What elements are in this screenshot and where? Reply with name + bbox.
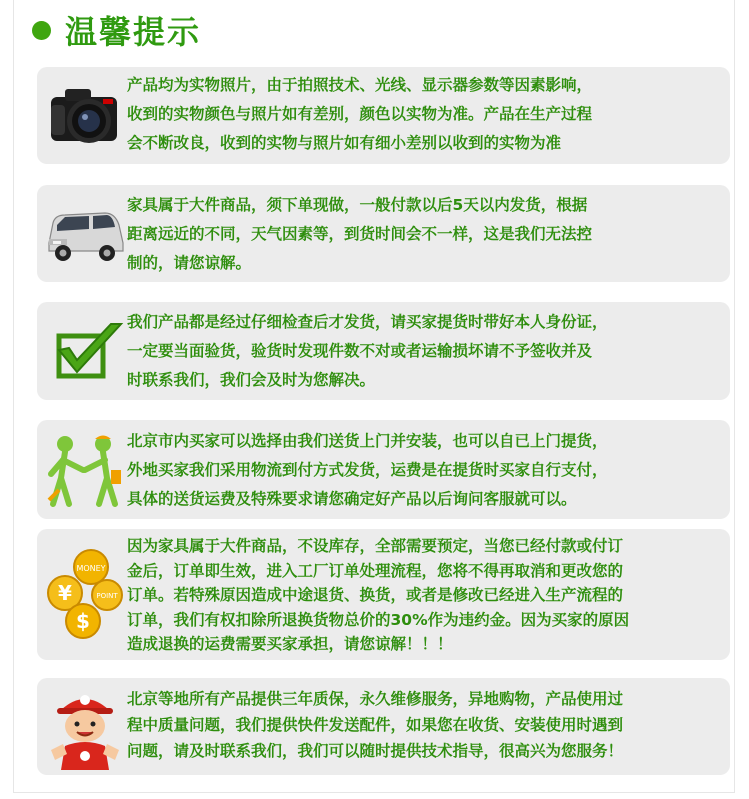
coin-point — [92, 580, 122, 610]
header — [32, 8, 201, 52]
service-mascot-icon — [45, 684, 125, 770]
coin-money — [74, 550, 108, 584]
notice-card-delivery-time — [37, 185, 730, 282]
notice-text: 北京等地所有产品提供三年质保，永久维修服务，异地购物，产品使用过 程中质量问题，我们提供快件发送配件，如果您在收货、安装使用时遇到 问题，请及时联系我们，我们可以随时提供技术指导，很高兴为您服务！ — [127, 690, 624, 760]
svg-text:POINT: POINT — [96, 592, 118, 600]
notice-text: 我们产品都是经过仔细检查后才发货，请买家提货时带好本人身份证， 一定要当面验货，验货时发现件数不对或者运输损坏请不予签收并及 时联系我们，我们会及时为您解决。 — [127, 313, 608, 389]
checkmark-icon — [45, 320, 125, 382]
notice-text: 因为家具属于大件商品，不设库存，全部需要预定，当您已经付款或付订 金后，订单即生效，进入工厂订单处理流程，您将不得再取消和更改您的 订单。若特殊原因造成中途退货、换货，或者是修改已经进入生产流程的 订单，我们有权扣除所退换货物总价的30%作为违约金。因为买家的原因 造成退换的运费需要买家承担，请您谅解！！！ — [127, 537, 630, 653]
coin-dollar — [66, 604, 100, 638]
gold-coins-icon — [45, 547, 125, 643]
bullet-dot-icon — [32, 21, 51, 40]
notice-text: 产品均为实物照片，由于拍照技术、光线、显示器参数等因素影响， 收到的实物颜色与照片如有差别，颜色以实物为准。产品在生产过程 会不断改良，收到的实物与照片如有细小差别以收到的实物为准 — [127, 76, 593, 152]
notice-card-refund-policy — [37, 529, 730, 660]
notice-text: 家具属于大件商品，须下单现做，一般付款以后5天以内发货，根据 距离远近的不同，天气因素等，到货时间会不一样，这是我们无法控 制的，请您谅解。 — [127, 196, 593, 272]
handshake-figures-icon — [45, 430, 125, 510]
svg-text:MONEY: MONEY — [76, 564, 106, 573]
page-title: 温馨提示 — [65, 13, 202, 51]
notice-card-inspection — [37, 302, 730, 400]
svg-text:$: $ — [76, 609, 90, 633]
notice-card-photos — [37, 67, 730, 164]
svg-text:¥: ¥ — [58, 581, 72, 605]
notice-text: 北京市内买家可以选择由我们送货上门并安装，也可以自已上门提货， 外地买家我们采用物流到付方式发货，运费是在提货时买家自行支付， 具体的送货运费及特殊要求请您确定好产品以后询问客服就可以。 — [127, 432, 608, 508]
notice-card-warranty — [37, 678, 730, 775]
van-icon — [45, 203, 125, 265]
notice-card-shipping — [37, 420, 730, 519]
camera-icon — [45, 79, 125, 151]
